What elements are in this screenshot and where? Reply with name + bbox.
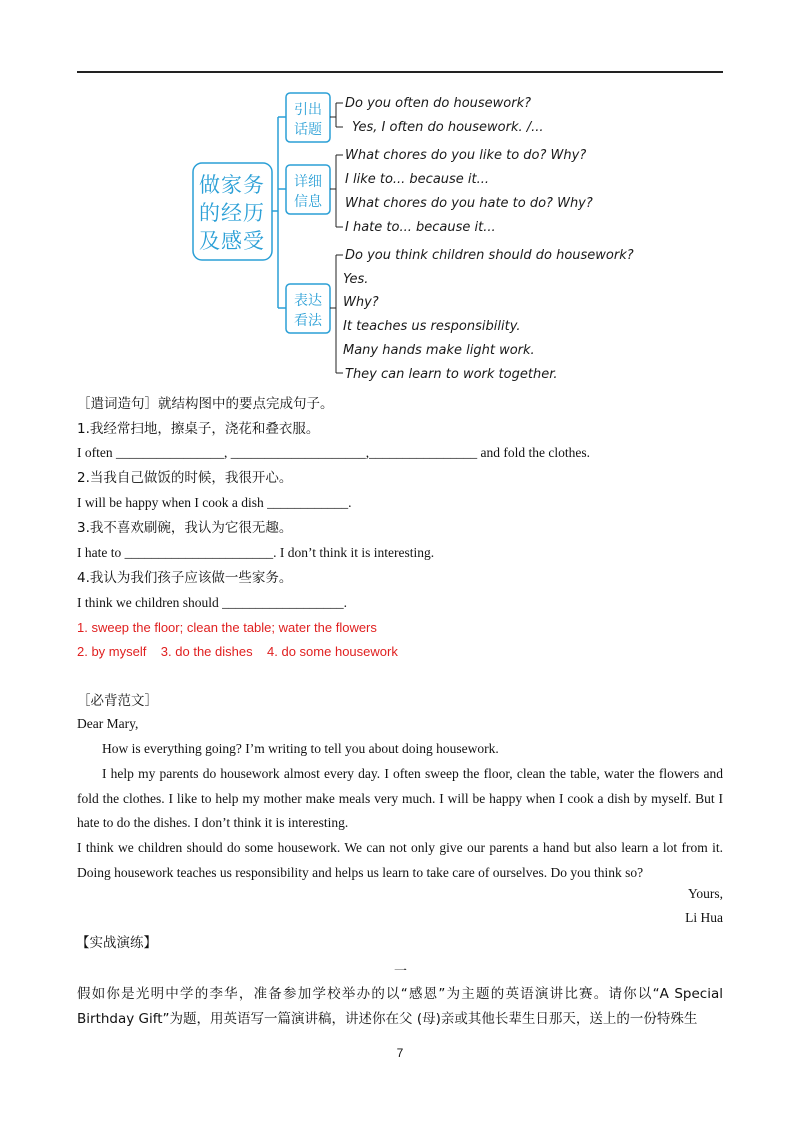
mindmap-line: They can learn to work together. [345, 367, 558, 382]
mindmap-line: I like to... because it... [345, 172, 490, 187]
mindmap-branch-3-label-b: 看法 [294, 313, 322, 329]
mindmap-line: Why? [343, 295, 379, 310]
mindmap-branch-2-label-a: 详细 [294, 174, 322, 190]
question-2-cn: 2.当我自己做饭的时候，我很开心。 [77, 470, 293, 486]
mindmap-branch-1-label-b: 话题 [294, 122, 322, 138]
letter-paragraph-2: I help my parents do housework almost every day. I often sweep the floor, clean the table, water the flowers and fold the clothes. I like to help my mother make meals very much. I will be happy when I cook a dish by myself. But I hate to do the dishes. I don’t think it is interesting. [77, 766, 723, 830]
mindmap-hub-line-1: 做家务 [199, 173, 265, 197]
mindmap-line: What chores do you hate to do? Why? [345, 196, 593, 211]
question-3-cn: 3.我不喜欢刷碗，我认为它很无趣。 [77, 520, 293, 536]
mindmap-line: Do you think children should do housework? [345, 248, 634, 263]
letter-closing: Yours, [687, 886, 723, 901]
answer-line-1: 1. sweep the floor; clean the table; water the flowers [77, 620, 377, 635]
letter-paragraph-1: How is everything going? I’m writing to tell you about doing housework. [102, 741, 499, 756]
mind-map [0, 0, 800, 390]
section-dash: 一 [394, 964, 408, 979]
question-1-en: I often ________________, ____________________,________________ and fold the clothes. [77, 445, 590, 460]
question-2-en: I will be happy when I cook a dish ____________. [77, 495, 352, 510]
letter-salutation: Dear Mary, [77, 716, 139, 731]
answer-line-2: 2. by myself 3. do the dishes 4. do some housework [77, 644, 398, 659]
mindmap-line: Do you often do housework? [345, 96, 532, 111]
letter-signature: Li Hua [685, 910, 723, 925]
question-4-cn: 4.我认为我们孩子应该做一些家务。 [77, 570, 293, 586]
mindmap-branch-1-label-a: 引出 [294, 102, 322, 118]
model-heading: ［必背范文］ [77, 693, 158, 709]
mindmap-line: It teaches us responsibility. [343, 319, 521, 334]
mindmap-branch-2-label-b: 信息 [294, 194, 322, 210]
exercise-heading: ［遣词造句］就结构图中的要点完成句子。 [77, 396, 334, 412]
practice-heading: 【实战演练】 [76, 935, 157, 951]
mindmap-hub-line-2: 的经历 [199, 201, 265, 225]
mindmap-branch-3-label-a: 表达 [294, 293, 322, 309]
question-3-en: I hate to ______________________. I don’t think it is interesting. [77, 545, 435, 560]
mindmap-line: Yes, I often do housework. /... [352, 120, 544, 135]
question-4-en: I think we children should __________________. [77, 595, 347, 610]
page-number: 7 [396, 1046, 404, 1060]
mindmap-line: Yes. [343, 272, 369, 287]
mindmap-hub-line-3: 及感受 [199, 229, 265, 253]
letter-paragraph-3: I think we children should do some housework. We can not only give our parents a hand but also learn a lot from it. Doing housework teaches us responsibility and helps us learn to take care of ourselves. Do you think so? [77, 840, 723, 880]
practice-prompt: 假如你是光明中学的李华，准备参加学校举办的以“感恩”为主题的英语演讲比赛。请你以“A Special Birthday Gift”为题，用英语写一篇演讲稿，讲述你在父 (母)亲或其他长辈生日那天，送上的一份特殊生 [77, 986, 723, 1027]
mindmap-line: I hate to... because it... [345, 220, 496, 235]
question-1-cn: 1.我经常扫地，擦桌子，浇花和叠衣服。 [77, 421, 320, 437]
mindmap-line: Many hands make light work. [343, 343, 535, 358]
mindmap-line: What chores do you like to do? Why? [345, 148, 587, 163]
